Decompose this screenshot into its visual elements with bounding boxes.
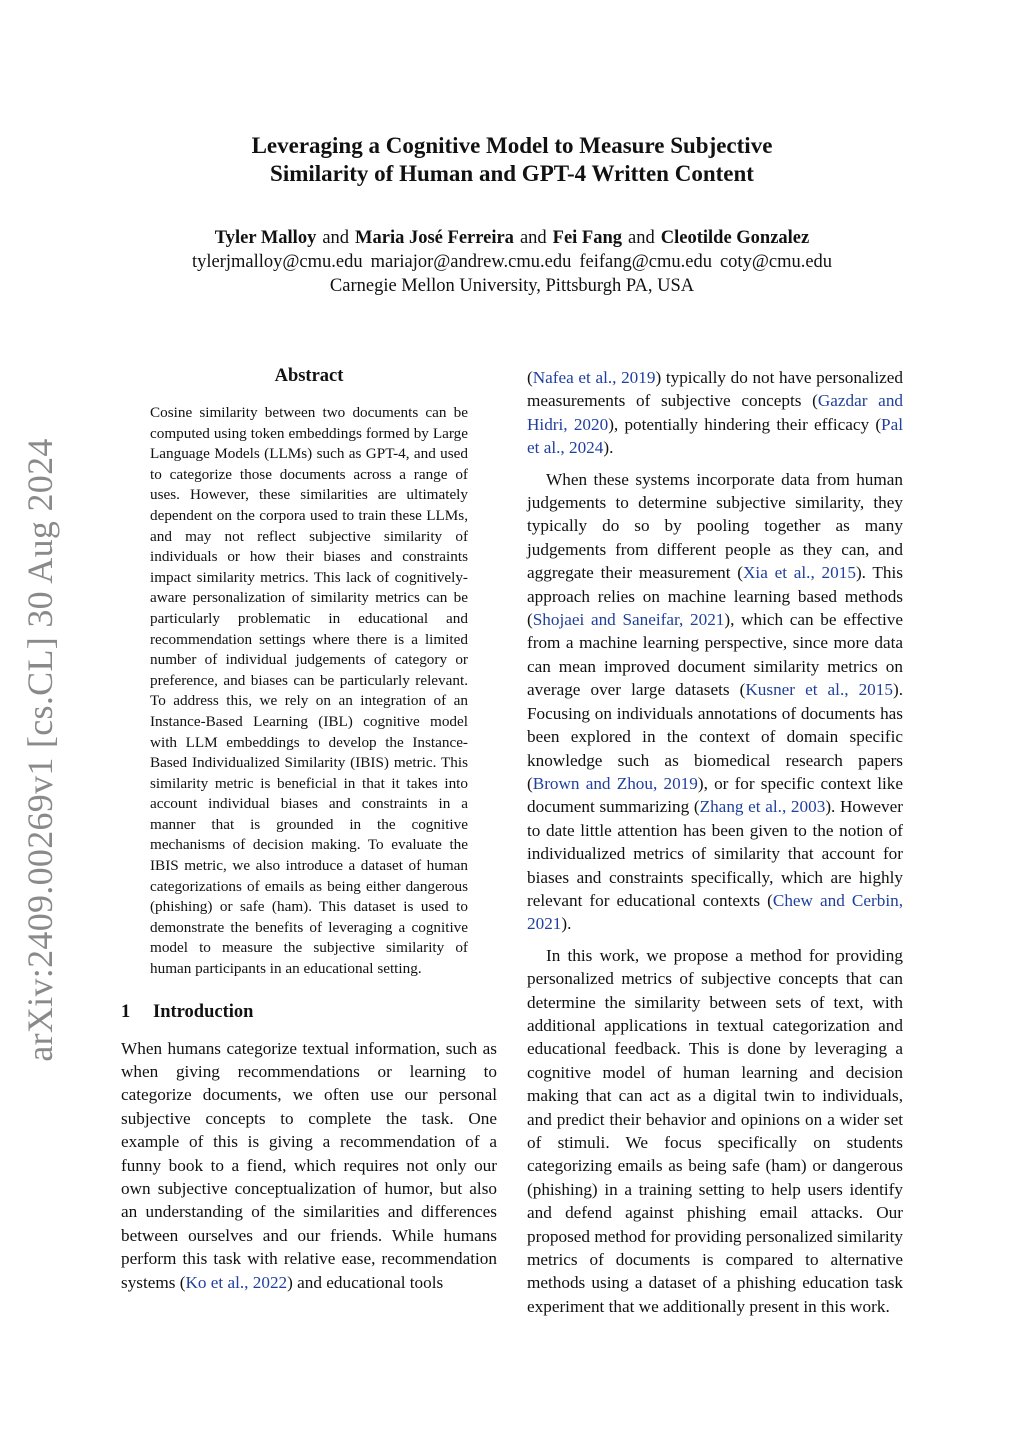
intro-paragraph-3: In this work, we propose a method for providing personalized metrics of subjective concepts that can determine the similarity between sets of text, with additional applications in textual categorization and educational feedback. This is done by leveraging a cognitive model of human learning and decision making that can act as a digital twin to individuals, and predict their behavior and opinions on a wider set of stimuli. We focus specifically on students categorizing emails as being safe (ham) or dangerous (phishing) in a training setting to help users identify and defend against phishing email attacks. Our proposed method for providing personalized similarity metrics of documents is compared to alternative methods using a dataset of a phishing education task experiment that we additionally present in this work.: [527, 945, 903, 1316]
abstract-text: Cosine similarity between two documents can be computed using token embeddings formed by Large Language Models (LLMs) such as GPT-4, and used to categorize those documents across a range of uses. However, these similarities are ultimately dependent on the corpora used to train these LLMs, and may not reflect subjective similarity of individuals or how their biases and constraints impact similarity metrics. This lack of cognitively-aware personalization of similarity metrics can be particularly problematic in educational and recommendation settings where there is a limited number of individual judgements of category or preference, and biases can be particularly relevant. To address this, we rely on an integration of an Instance-Based Learning (IBL) cognitive model with LLM embeddings to develop the Instance-Based Individualized Similarity (IBIS) metric. This similarity metric is beneficial in that it takes into account individual biases and constraints in a manner that is grounded in the cognitive mechanisms of decision making. To evaluate the IBIS metric, we also introduce a dataset of human categorizations of emails as being either dangerous (phishing) or safe (ham). This dataset is used to demonstrate the benefits of leveraging a cognitive model to measure the subjective similarity of human participants in an educational setting.: [150, 404, 468, 978]
citation-link[interactable]: Zhang et al., 2003: [699, 797, 826, 817]
author-conjunction: and: [628, 228, 655, 248]
arxiv-identifier: [20, 440, 60, 1060]
title-line-1: Leveraging a Cognitive Model to Measure Subjective: [251, 133, 773, 158]
paragraph-text: ).: [561, 914, 572, 934]
paragraph-text: ) typically do not have personalized measurements of subjective concepts (: [527, 368, 903, 411]
author-names: [0, 226, 1024, 250]
section-title: Introduction: [153, 1001, 254, 1022]
author-conjunction: and: [322, 228, 350, 248]
author-emails: [0, 250, 1024, 274]
section-number: 1: [121, 1001, 131, 1022]
author-name: Cleotilde Gonzalez: [660, 228, 810, 248]
citation-link[interactable]: Chew and Cerbin, 2021: [527, 890, 903, 934]
intro-paragraph-1-continued: (Nafea et al., 2019) typically do not have personalized measurements of subjective concepts (Gazdar and Hidri, 2020), potentially hindering their efficacy (Pal et al., 2024).: [527, 368, 904, 458]
author-name: Tyler Malloy: [214, 228, 317, 248]
paper-title: [0, 132, 1024, 188]
paragraph-text: ). However to date little attention has been given to the notion of individualized metrics of similarity that account for biases and constraints specifically, which are highly relevant for educational contexts (: [527, 797, 904, 910]
citation-link[interactable]: Pal et al., 2024: [527, 414, 904, 458]
citation-link[interactable]: Xia et al., 2015: [743, 563, 856, 583]
citation-link[interactable]: Shojaei and Saneifar, 2021: [532, 610, 725, 630]
abstract-heading: Abstract: [274, 366, 344, 386]
arxiv-identifier-text: arXiv:2409.00269v1 [cs.CL] 30 Aug 2024: [20, 438, 60, 1062]
paragraph-text: ).: [603, 438, 614, 458]
citation-link[interactable]: Kusner et al., 2015: [745, 680, 893, 700]
author-name: Maria José Ferreira: [355, 228, 514, 248]
author-email: coty@cmu.edu: [719, 252, 833, 272]
right-column: [527, 366, 903, 1318]
author-block: [0, 226, 1024, 298]
intro-paragraph-1: [121, 1037, 497, 1294]
paragraph-text: ), which can be effective from a machine learning perspective, since more data can mean improved document similarity metrics on average over large datasets (: [527, 610, 903, 700]
author-conjunction: and: [519, 228, 547, 248]
paragraph-text: When these systems incorporate data from human judgements to determine subjective similarity, they typically do so by pooling together as many judgements from different people as they can, and aggregate their measurement (: [527, 469, 903, 583]
citation-link[interactable]: Brown and Zhou, 2019: [532, 773, 698, 793]
paragraph-text: ). This approach relies on machine learning based methods (: [527, 563, 903, 630]
title-line-2: Similarity of Human and GPT-4 Written Content: [270, 161, 754, 186]
citation-link[interactable]: Gazdar and Hidri, 2020: [527, 391, 904, 434]
paragraph-text: ), or for specific context like document summarizing (: [527, 773, 903, 817]
paragraph-text: ) and educational tools: [287, 1272, 444, 1292]
paragraph-text: ), potentially hindering their efficacy (: [608, 414, 882, 434]
citation-link[interactable]: Nafea et al., 2019: [532, 368, 656, 387]
paragraph-text: ). Focusing on individuals annotations of documents has been explored in the context of domain specific knowledge such as biomedical research papers (: [527, 680, 903, 793]
author-name: Fei Fang: [552, 228, 623, 248]
author-email: feifang@cmu.edu: [579, 252, 712, 272]
author-email: mariajor@andrew.cmu.edu: [370, 252, 572, 272]
intro-paragraph-2: [527, 468, 903, 936]
paragraph-text: When humans categorize textual information, such as when giving recommendations or learning to categorize documents, we often use our personal subjective concepts to complete the task. One example of this is giving a recommendation of a funny book to a fiend, which requires not only our own subjective conceptualization of humor, but also an understanding of the similarities and differences between ourselves and our friends. While humans perform this task with relative ease, recommendation systems (: [121, 1038, 497, 1292]
author-affiliation: Carnegie Mellon University, Pittsburgh PA, USA: [329, 276, 695, 296]
section-heading-introduction: [121, 1002, 497, 1023]
left-column: [121, 366, 497, 1294]
author-email: tylerjmalloy@cmu.edu: [191, 252, 363, 272]
citation-link[interactable]: Ko et al., 2022: [185, 1272, 288, 1292]
